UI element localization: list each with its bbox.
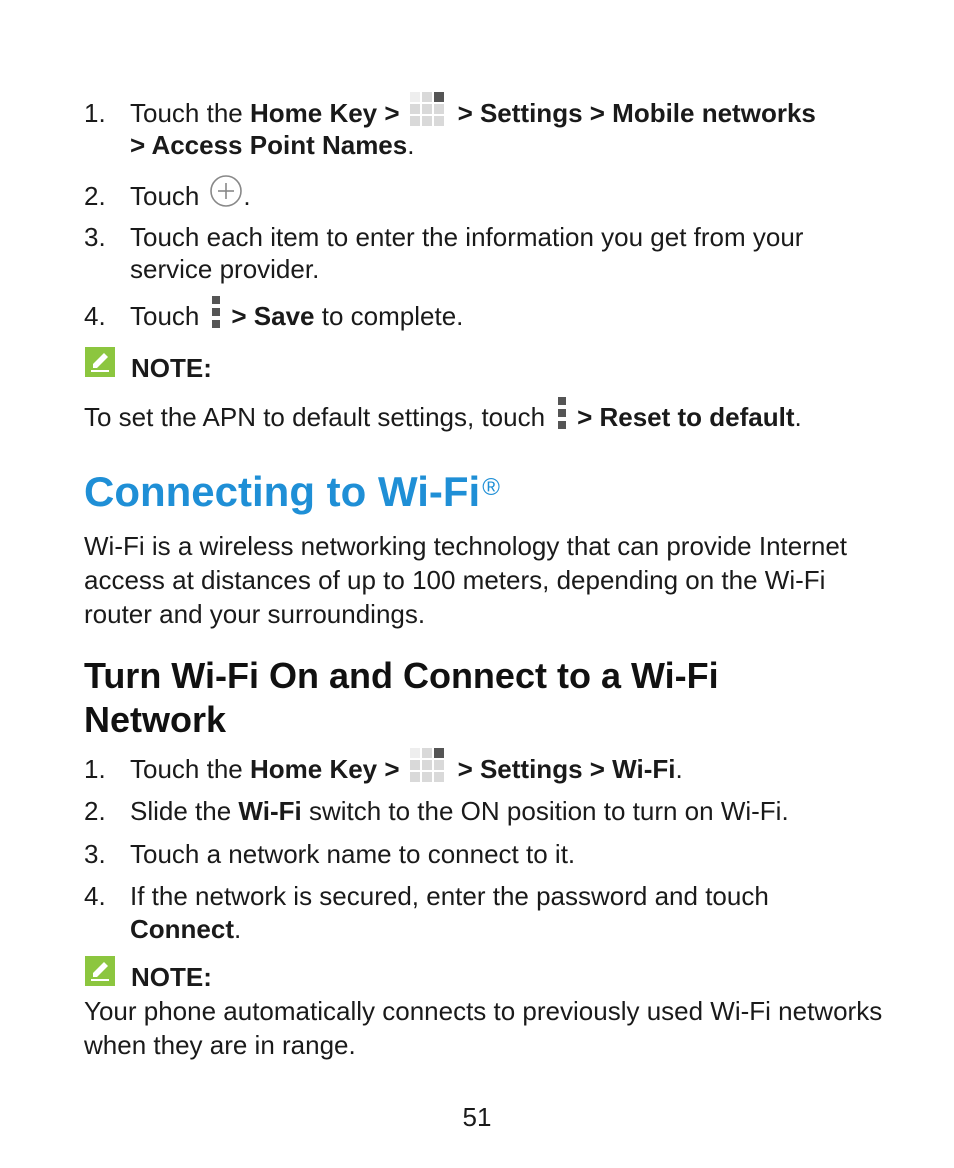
step-number: 4.	[84, 881, 106, 911]
apps-grid-icon	[408, 90, 448, 130]
apn-step-3-cont: service provider.	[130, 254, 320, 284]
step-number: 2.	[84, 181, 106, 211]
step-bold: Home Key >	[249, 754, 400, 784]
step-bold: > Settings > Mobile networks	[457, 98, 816, 128]
step-number: 3.	[84, 222, 106, 252]
step-text: Touch the	[130, 98, 250, 128]
wifi-step-2	[130, 795, 789, 827]
step-bold: > Settings > Wi-Fi	[457, 754, 676, 784]
section-title	[84, 466, 498, 518]
note-pencil-icon	[85, 347, 115, 377]
step-text: .	[243, 181, 251, 211]
step-number: 1.	[84, 754, 106, 784]
note-label: NOTE:	[131, 962, 212, 992]
step-number: 1.	[84, 98, 106, 128]
step-bold: > Access Point Names	[130, 130, 408, 160]
note-text	[84, 401, 802, 433]
note-text-bold: > Reset to default	[577, 402, 795, 432]
step-text: .	[675, 754, 683, 784]
step-number: 2.	[84, 796, 106, 826]
apn-step-4	[130, 300, 463, 332]
note-label: NOTE:	[131, 353, 212, 383]
apn-step-3: Touch each item to enter the information you get from your	[130, 222, 804, 252]
section-title-text: Connecting to Wi-Fi	[84, 468, 481, 515]
step-text: Touch	[130, 301, 200, 331]
step-text: Touch the	[130, 754, 250, 784]
note-text-plain: .	[794, 402, 802, 432]
wifi-step-3: Touch a network name to connect to it.	[130, 839, 576, 869]
step-text: .	[234, 914, 242, 944]
subsection-heading: Turn Wi-Fi On and Connect to a Wi-Fi Network	[84, 655, 719, 740]
step-bold: > Save	[231, 301, 315, 331]
apps-grid-icon	[408, 746, 448, 786]
menu-more-icon	[557, 396, 567, 430]
step-text: Touch	[130, 181, 200, 211]
apn-step-1-cont	[130, 129, 414, 161]
step-number: 3.	[84, 839, 106, 869]
step-text: .	[407, 130, 415, 160]
step-text: to complete.	[314, 301, 464, 331]
wifi-step-4: If the network is secured, enter the password and touch	[130, 881, 769, 911]
apn-step-1	[130, 97, 816, 130]
step-bold: Wi-Fi	[238, 796, 302, 826]
registered-mark: ®	[482, 474, 500, 501]
step-text: switch to the ON position to turn on Wi-Fi.	[301, 796, 789, 826]
note-text-plain: To set the APN to default settings, touch	[84, 402, 546, 432]
wifi-step-4-cont	[130, 913, 241, 945]
add-circle-icon	[209, 174, 243, 208]
wifi-step-1	[130, 753, 683, 786]
step-bold: Home Key >	[249, 98, 400, 128]
step-text: Slide the	[130, 796, 239, 826]
page-number: 51	[462, 1102, 492, 1132]
section-intro: Wi-Fi is a wireless networking technology that can provide Internet access at distances of up to 100 meters, depending on the Wi-Fi router and your surroundings.	[84, 531, 848, 629]
step-bold: Connect	[130, 914, 234, 944]
step-number: 4.	[84, 301, 106, 331]
note-pencil-icon	[85, 956, 115, 986]
note-text: Your phone automatically connects to previously used Wi-Fi networks when they are in range.	[84, 996, 883, 1060]
menu-more-icon	[211, 295, 221, 329]
apn-step-2	[130, 180, 251, 212]
